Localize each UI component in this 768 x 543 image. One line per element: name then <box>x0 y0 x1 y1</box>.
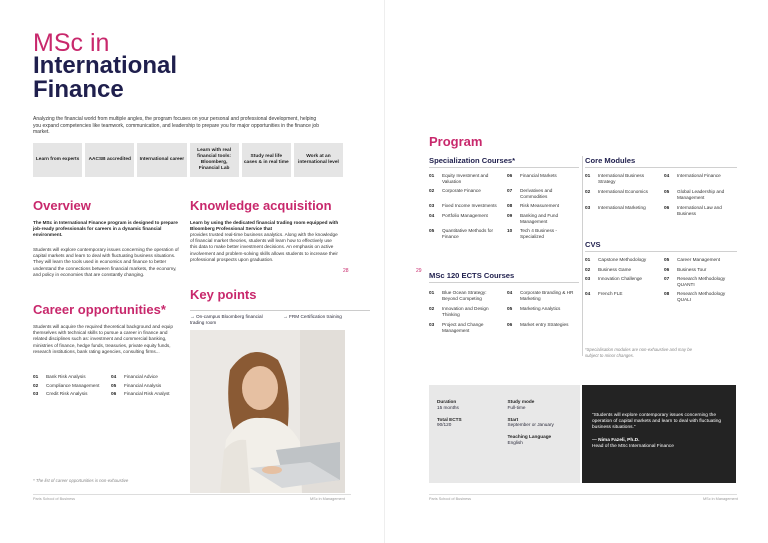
divider <box>585 167 737 168</box>
feature-box: Learn with real financial tools: Bloomberg, Financial Lab <box>190 143 239 177</box>
specialization-list <box>429 173 579 239</box>
list-item: 03 Project and Change Management <box>429 322 484 333</box>
knowledge-body: provides trusted real-time business analytics. Along with the knowledge of financial market theories, students will learn how to effectively use this data to make better investment decisions. An emphasis on active involvement and problem-solving skills allows students to increase their professional prospects upon graduation. <box>190 232 338 262</box>
list-item: 06 Market entry Strategies <box>507 322 569 328</box>
start-info: Start September or January <box>507 416 554 428</box>
cvs-footnote: *Specialisation modules are non-exhaustive and may be subject to minor changes. <box>585 347 693 358</box>
list-item: 07 Derivatives and Commodities <box>507 188 553 199</box>
list-item: 02 Compliance Management <box>33 382 100 388</box>
divider <box>585 251 737 252</box>
page-number: 28 <box>343 268 349 274</box>
list-item: 07 Research Methodology QUANTI <box>664 276 726 287</box>
list-item: 08 Research Methodology QUALI <box>664 291 726 302</box>
knowledge-lead: Learn by using the dedicated financial trading room equipped with Bloomberg Professional Service that <box>190 220 339 232</box>
keypoint-item: → On-campus Bloomberg financial trading room <box>190 314 263 325</box>
list-item: 08 Risk Measurement <box>507 203 560 209</box>
quote-text: “Students will explore contemporary issues concerning the operation of capital markets and learn to deal with fluctuating business situations.” <box>592 413 722 430</box>
keypoint-item: → FRM Certification training <box>283 314 342 319</box>
list-item: 04 French FLE <box>585 291 623 297</box>
career-heading: Career opportunities* <box>33 302 166 317</box>
feature-box: Work at an international level <box>294 143 343 177</box>
keypoints-list <box>190 310 370 326</box>
specialization-heading: Specialization Courses* <box>429 156 516 165</box>
list-item: 05 Quantitative Methods for Finance <box>429 228 494 239</box>
overview-heading: Overview <box>33 198 91 213</box>
ects-info: Total ECTS 90/120 <box>437 416 462 428</box>
intro-text: Analyzing the financial world from multiple angles, the program focuses on your personal and professional development, helping you expand competencies like teamwork, communication, and leadership to prepare you for major opportunities in the finance job market. <box>33 116 319 136</box>
list-item: 01 International Business Strategy <box>585 173 645 184</box>
list-item: 02 Business Game <box>585 266 632 272</box>
quote-author: — Nima Fazeli, Ph.D. <box>592 438 640 443</box>
feature-box: Study real life cases & in real time <box>242 143 291 177</box>
info-box <box>429 385 580 483</box>
msc120-heading: MSc 120 ECTS Courses <box>429 271 515 280</box>
list-item: 10 Tech 4 Business - Specialized <box>507 228 557 239</box>
footer-left: Paris School of Business <box>429 497 471 501</box>
list-item: 06 Financial Risk Analyst <box>111 391 170 397</box>
title-line2: International Finance <box>33 52 178 103</box>
feature-box: AACSB accredited <box>85 143 134 177</box>
feature-box: International career <box>137 143 186 177</box>
quote-box <box>582 385 736 483</box>
overview-body: Students will explore contemporary issues concerning the operation of capital markets and learn to deal with fluctuating business situations. They will learn the tools used in economics and finance to better understand the connections between financial markets, the economy, and policy in economies that are constantly changing. <box>33 247 179 277</box>
duration-info: Duration 15 months <box>437 399 459 410</box>
divider <box>429 282 579 283</box>
msc120-list <box>429 290 579 334</box>
list-item: 05 Global Leadership and Management <box>664 189 725 200</box>
footer-left: Paris School of Business <box>33 497 75 501</box>
list-item: 01 Equity Investment and Valuation <box>429 173 489 184</box>
list-item: 02 Corporate Finance <box>429 188 481 194</box>
language-info: Teaching Language English <box>507 434 552 445</box>
list-item: 02 Innovation and Design Thinking <box>429 306 489 317</box>
career-body: Students will acquire the required theoretical background and equip themselves with technical skills to pursue a career in finance and related disciplines such as: investment and commercial banking, ministries of finance, hedge funds, treasuries, private equity funds, research institutions, bank rating agencies, consulting firms... <box>33 324 173 354</box>
list-item: 06 International Law and Business <box>664 205 722 216</box>
overview-lead: The MSc in International Finance program is designed to prepare job-ready professionals for careers in a dynamic financial environment. <box>33 220 178 238</box>
feature-strip <box>33 143 343 177</box>
footer-divider <box>33 494 351 495</box>
list-item: 01 Bank Risk Analysis <box>33 374 86 379</box>
list-item: 05 Career Management <box>664 257 720 262</box>
study-mode-info: Study mode Full-time <box>507 399 535 410</box>
right-page <box>384 0 768 543</box>
footer-right: MSc in Management <box>703 497 738 501</box>
list-item: 03 International Marketing <box>585 205 646 211</box>
student-photo <box>190 330 345 493</box>
list-item: 09 Banking and Fund Management <box>507 212 559 224</box>
list-item: 04 Corporate Branding & HR Marketing <box>507 290 574 301</box>
list-item: 03 Credit Risk Analysis <box>33 391 88 397</box>
column-divider <box>582 156 583 356</box>
program-heading: Program <box>429 134 483 149</box>
list-item: 04 International Finance <box>664 173 721 178</box>
list-item: 05 Financial Analysis <box>111 382 162 388</box>
cvs-heading: CVS <box>585 240 601 249</box>
quote-role: Head of the MSc International Finance <box>592 444 674 449</box>
list-item: 06 Financial Markets <box>507 173 557 178</box>
career-footnote: * The list of career opportunities is non-exhaustive <box>33 478 129 483</box>
knowledge-heading: Knowledge acquisition <box>190 198 332 213</box>
keypoints-heading: Key points <box>190 287 257 302</box>
list-item: 06 Business Tour <box>664 266 707 272</box>
core-heading: Core Modules <box>585 156 636 165</box>
list-item: 03 Fixed Income Investments <box>429 203 497 209</box>
cvs-list <box>585 257 737 303</box>
list-item: 05 Marketing Analytics <box>507 306 561 312</box>
divider <box>429 167 579 168</box>
list-item: 04 Financial Advice <box>111 374 158 379</box>
list-item: 02 International Economics <box>585 189 649 195</box>
core-list <box>585 173 737 217</box>
career-list <box>33 374 183 397</box>
list-item: 03 Innovation Challenge <box>585 276 643 282</box>
title-line1: MSc in <box>33 29 110 57</box>
list-item: 04 Portfolio Management <box>429 212 488 218</box>
list-item: 01 Blue Ocean Strategy: Beyond Competing <box>429 290 487 301</box>
feature-box: Learn from experts <box>33 143 82 177</box>
footer-divider <box>429 494 737 495</box>
list-item: 01 Capstone Methodology <box>585 257 647 262</box>
footer-right: MSc in Management <box>310 497 345 501</box>
page-number: 29 <box>416 268 422 274</box>
